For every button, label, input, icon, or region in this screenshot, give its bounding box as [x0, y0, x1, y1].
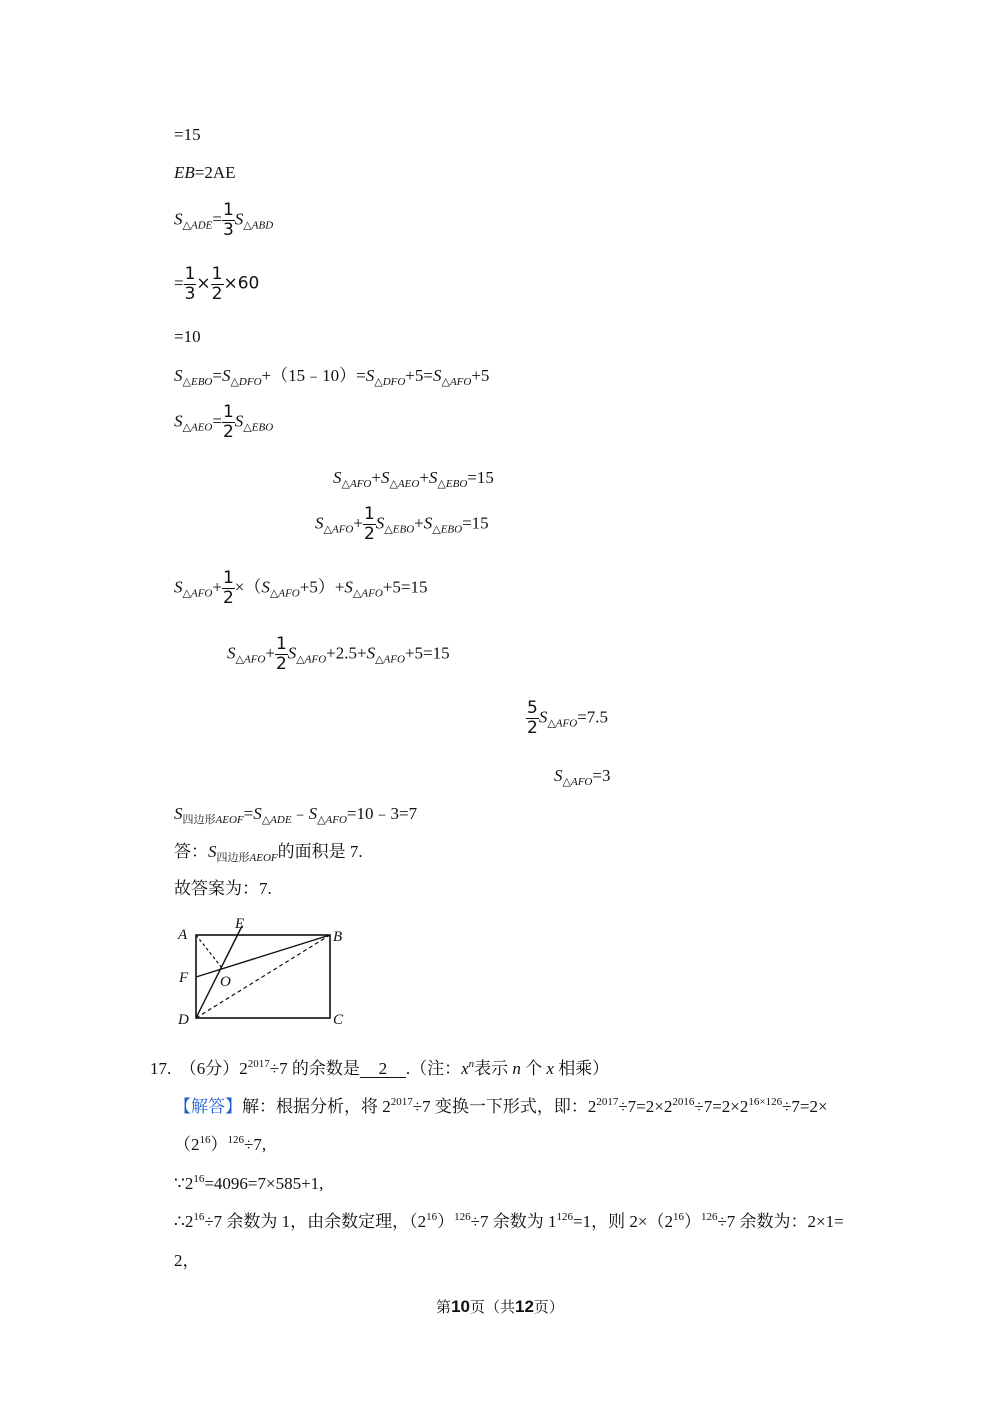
answer-line: 答：$S_{四边形AEOF}$的面积是 7. — [174, 842, 363, 864]
rectangle-figure — [175, 912, 355, 1032]
fraction-one-half: $\frac{1}{2}$ — [222, 568, 234, 608]
page-number: 10 — [451, 1297, 470, 1316]
eq-line-9: $S_{\triangle AFO}+$ $\frac{1}{2}$ $S_{\triangle EBO}+S_{\triangle EBO}=15$ — [315, 504, 489, 544]
segment-fb — [196, 935, 330, 977]
fraction-one-half: $\frac{1}{2}$ — [363, 504, 375, 544]
eq-line-10: $S_{\triangle AFO}+$ $\frac{1}{2}$ $\times(S_{\triangle AFO}+5)+S_{\triangle AFO}+5=15$ — [174, 568, 428, 608]
eq-line-8: $S_{\triangle AFO}+S_{\triangle AEO}+S_{\triangle EBO}=15$ — [333, 468, 494, 490]
answer-blank: 2 — [360, 1060, 406, 1078]
eq-line-3: $S_{\triangle ADE}=$ $\frac{1}{3}$ $S_{\triangle ABD}$ — [174, 200, 274, 240]
eq-line-13: $S_{\triangle AFO}=3$ — [554, 766, 611, 788]
fraction-one-third: $\frac{1}{3}$ — [184, 264, 196, 304]
solution-line-2: $(2^{16})^{126}\div 7$, — [174, 1134, 267, 1154]
fraction-five-halves: $\frac{5}{2}$ — [527, 698, 538, 738]
eq-line-14: $S_{四边形AEOF}=S_{\triangle ADE}﹣S_{\triangle AFO}=10﹣3=7$ — [174, 804, 418, 826]
eq-line-11: $S_{\triangle AFO}+$ $\frac{1}{2}$ $S_{\triangle AFO}+2.5+S_{\triangle AFO}+5=15$ — [227, 634, 450, 674]
eq-line-2: EB=2AE — [174, 163, 236, 182]
solution-tag: 【解答】 — [174, 1097, 242, 1116]
page-total: 12 — [515, 1297, 534, 1316]
dashed-ao — [196, 935, 222, 968]
eq-line-7: $S_{\triangle AEO}=$ $\frac{1}{2}$ $S_{\triangle EBO}$ — [174, 402, 274, 442]
label-a: A — [178, 927, 188, 943]
question-17: 17. （6分）$2^{2017}\div 7$ 的余数是 2 .（注：$x^n$表示 n 个 x 相乘） — [150, 1058, 610, 1078]
label-d: D — [178, 1012, 189, 1028]
eq-line-5: =10 — [174, 327, 201, 346]
fraction-one-half: $\frac{1}{2}$ — [222, 402, 234, 442]
eq-line-12: $\frac{5}{2}$ $S_{\triangle AFO}=7.5$ — [527, 698, 609, 738]
label-e: E — [235, 916, 245, 932]
final-answer-line: 故答案为：7. — [174, 879, 272, 898]
page-footer: 第10页（共12页） — [436, 1297, 564, 1316]
label-o: O — [220, 974, 231, 990]
eq-line-6: $S_{\triangle EBO}=S_{\triangle DFO}+(15﹣10)=S_{\triangle DFO}+5=S_{\triangle AFO}+5$ — [174, 366, 490, 388]
label-f: F — [179, 970, 189, 986]
eq-line-4: = $\frac{1}{3}$ × $\frac{1}{2}$ ×60 — [174, 264, 260, 304]
fraction-one-half: $\frac{1}{2}$ — [275, 634, 287, 674]
eq-line-1: =15 — [174, 125, 201, 144]
solution-line-4: $\therefore 2^{16}\div 7$ 余数为 1，由余数定理，$(2^{16})^{126}\div 7$ 余数为 $1^{126}=1$，则 $2\times(2^{16})^{126}\div 7$ 余数为：2×1= — [174, 1211, 844, 1231]
solution-line-1: 【解答】解：根据分析，将 $2^{2017}\div 7$ 变换一下形式，即：$2^{2017}\div 7=2\times 2^{2016}\div 7=2\times 2^{16\times 126}\div 7=2\times$ — [174, 1096, 828, 1116]
label-b: B — [333, 929, 343, 945]
segment-de — [196, 926, 242, 1018]
fraction-one-half: $\frac{1}{2}$ — [211, 264, 223, 304]
fraction-one-third: $\frac{1}{3}$ — [222, 200, 234, 240]
label-c: C — [333, 1012, 344, 1028]
solution-line-3: $\because 2^{16}=4096=7\times 585+1$, — [174, 1173, 324, 1193]
solution-line-5: 2， — [174, 1251, 200, 1270]
